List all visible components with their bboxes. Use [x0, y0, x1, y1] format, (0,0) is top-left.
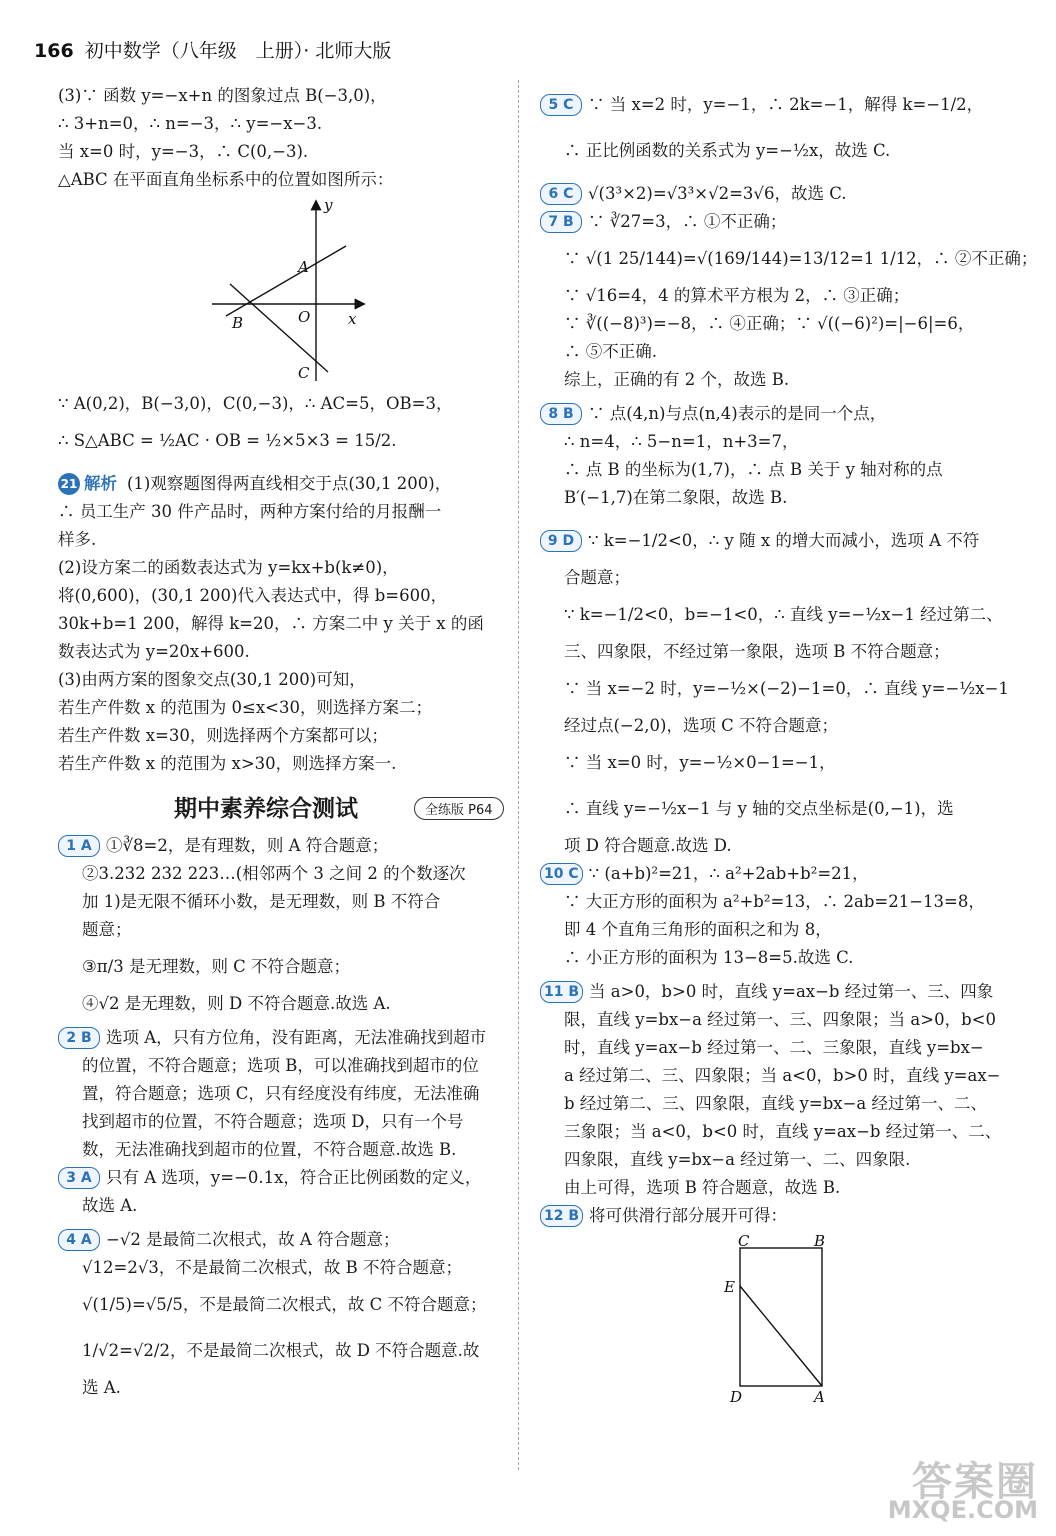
label-a: A — [814, 1388, 825, 1404]
answer-10 — [540, 860, 1010, 888]
text-span: 将可供滑行部分展开可得： — [589, 1206, 788, 1225]
text-line: 若生产件数 x 的范围为 x>30，则选择方案一. — [58, 754, 397, 773]
column-divider — [518, 80, 519, 1470]
text-line: 项 D 符合题意.故选 D. — [564, 836, 732, 855]
text-line: 数，无法准确找到超市的位置，不符合题意.故选 B. — [82, 1140, 457, 1159]
label-b: B — [232, 314, 244, 332]
text-span: −√2 是最简二次根式，故 A 符合题意； — [106, 1230, 400, 1249]
answer-tag: 2 B — [58, 1027, 100, 1049]
page-header — [34, 36, 391, 66]
label-x: x — [348, 310, 357, 328]
text-line: 加 1)是无限不循环小数，是无理数，则 B 不符合 — [82, 892, 441, 911]
answer-tag: 6 C — [540, 183, 582, 205]
answer-tag: 4 A — [58, 1229, 100, 1251]
text-span: √(3³×2)=√3³×√2=3√6，故选 C. — [588, 184, 847, 203]
text-span: ∵ ∛27=3，∴ ①不正确； — [588, 212, 787, 231]
text-line: 当 x=0 时，y=−3，∴ C(0,−3). — [58, 142, 309, 161]
text-line: √12=2√3，不是最简二次根式，故 B 不符合题意； — [82, 1258, 462, 1277]
text-line: ∵ 当 x=−2 时，y=−½×(−2)−1=0，∴ 直线 y=−½x−1 — [564, 679, 1009, 698]
text-line: 经过点(−2,0)，选项 C 不符合题意； — [564, 716, 839, 735]
text-line: ∵ A(0,2)，B(−3,0)，C(0,−3)，∴ AC=5，OB=3， — [58, 394, 453, 413]
coordinate-graph — [208, 196, 506, 390]
label-o: O — [298, 308, 311, 326]
text-line: ②3.232 232 223…(相邻两个 3 之间 2 的个数逐次 — [82, 864, 466, 883]
book-title: 初中数学（八年级 上册）· 北师大版 — [84, 40, 392, 62]
text-line: 若生产件数 x=30，则选择两个方案都可以； — [58, 726, 388, 745]
text-line: ∴ 3+n=0，∴ n=−3，∴ y=−x−3. — [58, 114, 323, 133]
right-column — [540, 82, 1038, 1408]
text-line: 置，符合题意；选项 C，只有经度没有纬度，无法准确 — [82, 1084, 480, 1103]
text-line: ∴ S△ABC = ½AC · OB = ½×5×3 = 15/2. — [58, 431, 397, 450]
answer-tag: 8 B — [540, 403, 582, 425]
answer-3 — [58, 1164, 506, 1192]
section-heading — [58, 788, 506, 828]
text-line: 数表达式为 y=20x+600. — [58, 642, 250, 661]
text-line: ③π/3 是无理数，则 C 不符合题意； — [82, 957, 351, 976]
text-line: ∵ ∛((−8)³)=−8，∴ ④正确；∵ √((−6)²)=|−6|=6， — [564, 314, 975, 333]
text-span: ∵ 点(4,n)与点(n,4)表示的是同一个点， — [588, 404, 887, 423]
answer-2 — [58, 1024, 506, 1052]
text-span: 当 a>0，b>0 时，直线 y=ax−b 经过第一、三、四象 — [589, 982, 994, 1001]
answer-tag: 7 B — [540, 211, 582, 233]
text-line: ∵ 当 x=0 时，y=−½×0−1=−1， — [564, 753, 836, 772]
answer-tag: 1 A — [58, 835, 100, 857]
watermark — [887, 1459, 1038, 1524]
label-e: E — [724, 1278, 735, 1296]
answer-6 — [540, 180, 1010, 208]
text-line: a 经过第二、三、四象限；当 a<0，b>0 时，直线 y=ax− — [564, 1066, 1001, 1085]
answer-tag: 3 A — [58, 1167, 100, 1189]
answer-9 — [540, 518, 1010, 564]
text-line: ∴ 员工生产 30 件产品时，两种方案付给的月报酬一 — [58, 502, 442, 521]
answer-tag: 11 B — [540, 981, 583, 1003]
section-title: 期中素养综合测试 — [174, 796, 358, 822]
text-line: 找到超市的位置，不符合题意；选项 D，只有一个号 — [82, 1112, 464, 1131]
text-line: ∵ k=−1/2<0，b=−1<0，∴ 直线 y=−½x−1 经过第二、 — [564, 605, 1003, 624]
text-span: ∵ (a+b)²=21，∴ a²+2ab+b²=21， — [588, 864, 869, 883]
text-span: ①∛8=2，是有理数，则 A 符合题意； — [106, 836, 389, 855]
question-number-badge: 21 — [58, 473, 80, 495]
text-line: ∴ ⑤不正确. — [564, 342, 657, 361]
text-span: 选项 A，只有方位角，没有距离，无法准确找到超市 — [106, 1028, 487, 1047]
text-line: 若生产件数 x 的范围为 0≤x<30，则选择方案二； — [58, 698, 432, 717]
answer-tag: 5 C — [540, 94, 582, 116]
text-line: 四象限，直线 y=bx−a 经过第一、二、四象限. — [564, 1150, 911, 1169]
text-line: 即 4 个直角三角形的面积之和为 8， — [564, 920, 832, 939]
rectangle-diagram — [710, 1234, 1010, 1408]
answer-tag: 9 D — [540, 530, 582, 552]
line-bc — [230, 284, 328, 372]
page-number: 166 — [34, 40, 74, 62]
text-line: 选 A. — [82, 1378, 121, 1397]
answer-4 — [58, 1226, 506, 1254]
left-column — [58, 82, 506, 1402]
text-line: B′(−1,7)在第二象限，故选 B. — [564, 488, 788, 507]
text-line: 题意； — [82, 920, 132, 939]
text-line: ∴ n=4，∴ 5−n=1，n+3=7， — [564, 432, 799, 451]
text-line: ④√2 是无理数，则 D 不符合题意.故选 A. — [82, 994, 391, 1013]
text-line: ∴ 正比例函数的关系式为 y=−½x，故选 C. — [564, 141, 891, 160]
text-line: ∴ 小正方形的面积为 13−8=5.故选 C. — [564, 948, 854, 967]
label-y: y — [324, 196, 333, 214]
text-line: 1/√2=√2/2，不是最简二次根式，故 D 不符合题意.故 — [82, 1341, 480, 1360]
text-line: 将(0,600)，(30,1 200)代入表达式中，得 b=600， — [58, 586, 448, 605]
text-line: b 经过第二、三、四象限，直线 y=bx−a 经过第一、二、 — [564, 1094, 987, 1113]
answer-11 — [540, 978, 1010, 1006]
text-line: ∵ √16=4，4 的算术平方根为 2，∴ ③正确； — [564, 286, 910, 305]
text-line: 的位置，不符合题意；选项 B，可以准确找到超市的位 — [82, 1056, 479, 1075]
segment-ea — [740, 1286, 822, 1386]
line-ab — [226, 246, 346, 316]
text-line: ∵ 大正方形的面积为 a²+b²=13，∴ 2ab=21−13=8， — [564, 892, 985, 911]
section-page-ref: 全练版 P64 — [414, 797, 504, 820]
text-line: ∴ 直线 y=−½x−1 与 y 轴的交点坐标是(0,−1)，选 — [564, 799, 954, 818]
label-a: A — [298, 258, 309, 276]
text-span: (1)观察题图得两直线相交于点(30,1 200)， — [127, 474, 452, 493]
answer-tag: 12 B — [540, 1205, 583, 1227]
analysis-label: 解析 — [84, 474, 117, 493]
text-line: (2)设方案二的函数表达式为 y=kx+b(k≠0)， — [58, 558, 399, 577]
label-d: D — [730, 1388, 743, 1404]
answer-1 — [58, 832, 506, 860]
text-span: ∵ 当 x=2 时，y=−1，∴ 2k=−1，解得 k=−1/2， — [588, 95, 984, 114]
label-b: B — [814, 1234, 826, 1250]
answer-tag: 10 C — [540, 863, 583, 885]
text-line: 由上可得，选项 B 符合题意，故选 B. — [564, 1178, 841, 1197]
text-line: 样多. — [58, 530, 97, 549]
answer-8 — [540, 400, 1010, 428]
text-line: 综上，正确的有 2 个，故选 B. — [564, 370, 790, 389]
rectangle-cbad — [740, 1248, 822, 1386]
text-line: ∴ 点 B 的坐标为(1,7)，∴ 点 B 关于 y 轴对称的点 — [564, 460, 943, 479]
label-c: C — [298, 364, 310, 382]
answer-5 — [540, 82, 1010, 128]
text-line: △ABC 在平面直角坐标系中的位置如图所示： — [58, 170, 394, 189]
text-line: (3)∵ 函数 y=−x+n 的图象过点 B(−3,0)， — [58, 86, 387, 105]
text-line: 故选 A. — [82, 1196, 138, 1215]
answer-7 — [540, 208, 1010, 236]
text-line: √(1/5)=√5/5，不是最简二次根式，故 C 不符合题意； — [82, 1295, 487, 1314]
watermark-url: MXQE.COM — [887, 1496, 1038, 1524]
text-line: 三象限；当 a<0，b<0 时，直线 y=ax−b 经过第一、二、 — [564, 1122, 1002, 1141]
text-line: 三、四象限，不经过第一象限，选项 B 不符合题意； — [564, 642, 950, 661]
text-line: 时，直线 y=ax−b 经过第一、二、三象限，直线 y=bx− — [564, 1038, 984, 1057]
answer-12 — [540, 1202, 1010, 1230]
q21-first-line — [58, 470, 506, 498]
text-line: 30k+b=1 200，解得 k=20，∴ 方案二中 y 关于 x 的函 — [58, 614, 484, 633]
text-line: 限，直线 y=bx−a 经过第一、三、四象限；当 a>0，b<0 — [564, 1010, 996, 1029]
text-span: ∵ k=−1/2<0，∴ y 随 x 的增大而减小，选项 A 不符 — [588, 531, 980, 550]
text-span: 只有 A 选项，y=−0.1x，符合正比例函数的定义， — [106, 1168, 482, 1187]
watermark-logo: 答案圈 — [912, 1459, 1038, 1505]
label-c: C — [738, 1234, 750, 1250]
text-line: 合题意； — [564, 568, 630, 587]
text-line: ∵ √(1 25/144)=√(169/144)=13/12=1 1/12，∴ ②不正确； — [564, 249, 1038, 268]
text-line: (3)由两方案的图象交点(30,1 200)可知， — [58, 670, 366, 689]
